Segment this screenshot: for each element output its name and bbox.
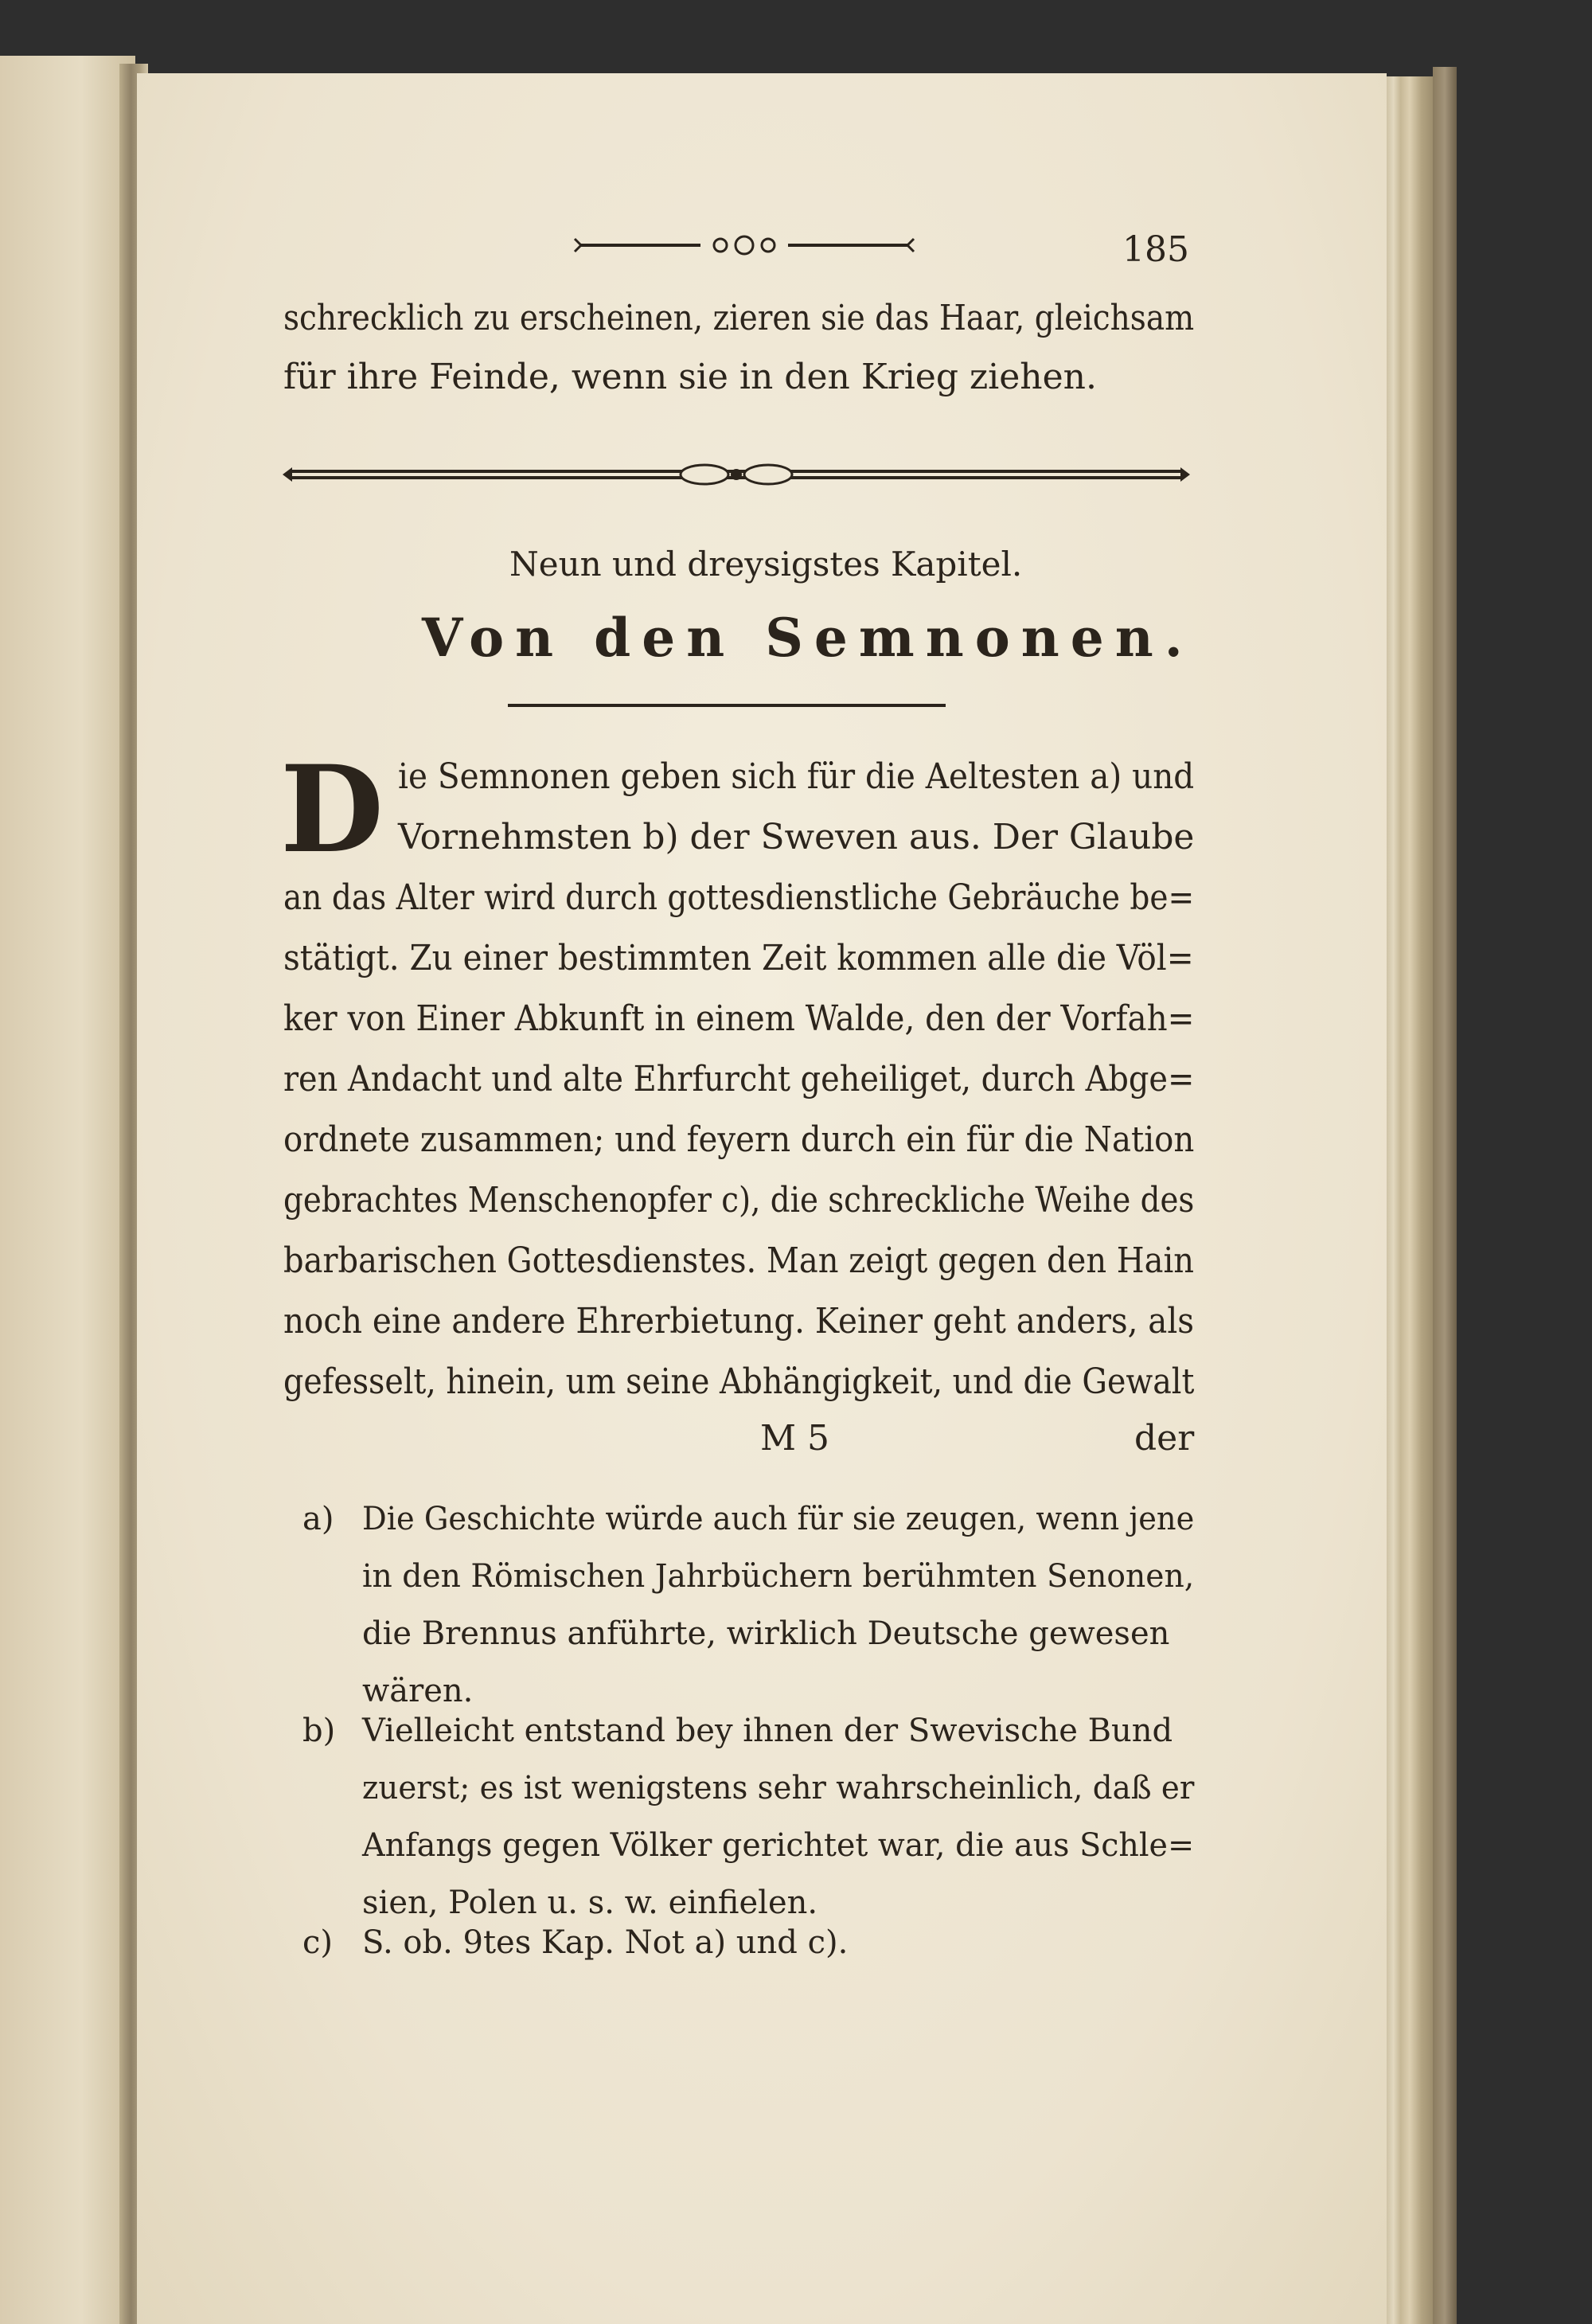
- paragraph-line: ker von Einer Abkunft in einem Walde, den der Vorfah=: [283, 998, 1195, 1039]
- paragraph-line: stätigt. Zu einer bestimmten Zeit kommen alle die Völ=: [283, 938, 1194, 978]
- catchword: der: [1134, 1418, 1195, 1459]
- footnote-line: Anfangs gegen Völker gerichtet war, die aus Schle=: [362, 1827, 1195, 1864]
- continuation-line: für ihre Feinde, wenn sie in den Krieg ziehen.: [283, 357, 1097, 397]
- paragraph-line: gebrachtes Menschenopfer c), die schreckliche Weihe des: [283, 1180, 1195, 1221]
- paragraph-line: barbarischen Gottesdienstes. Man zeigt gegen den Hain: [283, 1240, 1195, 1281]
- footnote-line: S. ob. 9tes Kap. Not a) und c).: [362, 1924, 849, 1961]
- signature-mark: M 5: [760, 1418, 830, 1459]
- page-number: 185: [1122, 229, 1189, 270]
- section-divider-ornament-icon: [283, 459, 1190, 490]
- footnote-mark: c): [302, 1924, 334, 1961]
- footnote-line: in den Römischen Jahrbüchern berühmten Senonen,: [362, 1558, 1195, 1595]
- footnote-line: Vielleicht entstand bey ihnen der Swevische Bund: [362, 1713, 1173, 1749]
- paragraph-line: noch eine andere Ehrerbietung. Keiner geht anders, als: [283, 1301, 1195, 1342]
- left-page-edge: [0, 56, 135, 2324]
- cover-edge: [1433, 67, 1457, 2324]
- paragraph-line: ordnete zusammen; und feyern durch ein für die Nation: [283, 1119, 1195, 1160]
- title-rule: [508, 704, 946, 707]
- drop-cap: D: [280, 740, 384, 880]
- page-edges: [1387, 76, 1433, 2324]
- footnote-line: wären.: [362, 1673, 474, 1709]
- continuation-line: schrecklich zu erscheinen, zieren sie das Haar, gleichsam: [283, 298, 1195, 338]
- paragraph-line: ren Andacht und alte Ehrfurcht geheiliget, durch Abge=: [283, 1059, 1195, 1100]
- footnote-line: Die Geschichte würde auch für sie zeugen, wenn jene: [362, 1501, 1195, 1537]
- paragraph-line: gefesselt, hinein, um seine Abhängigkeit, und die Gewalt: [283, 1361, 1195, 1402]
- chapter-number: Neun und dreysigstes Kapitel.: [509, 545, 1023, 584]
- header-ornament-icon: [573, 231, 915, 260]
- footnote-mark: b): [302, 1713, 336, 1749]
- footnote-mark: a): [302, 1501, 334, 1537]
- footnote-line: zuerst; es ist wenigstens sehr wahrscheinlich, daß er: [362, 1770, 1195, 1806]
- footnote-line: sien, Polen u. s. w. einfielen.: [362, 1885, 818, 1921]
- paragraph-line: Vornehmsten b) der Sweven aus. Der Glaube: [398, 817, 1195, 857]
- paragraph-line: an das Alter wird durch gottesdienstliche Gebräuche be=: [283, 877, 1195, 918]
- paragraph-line: ie Semnonen geben sich für die Aeltesten a) und: [398, 756, 1195, 797]
- chapter-title: Von den Semnonen.: [422, 607, 1194, 669]
- footnote-line: die Brennus anführte, wirklich Deutsche gewesen: [362, 1615, 1170, 1652]
